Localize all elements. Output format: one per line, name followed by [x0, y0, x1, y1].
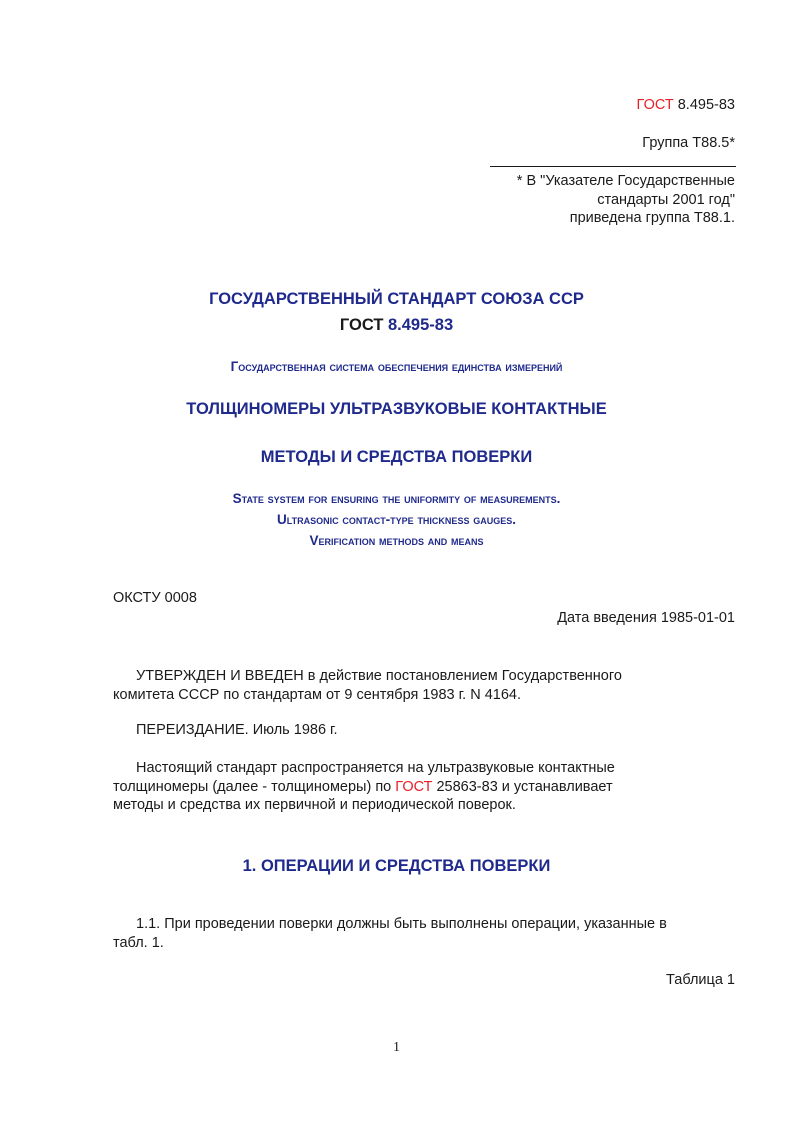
footnote-rule: [490, 166, 736, 167]
system-subtitle: Государственная система обеспечения единства измерений: [230, 359, 563, 374]
standard-number: [0, 316, 793, 335]
footnote-line: стандарты 2001 год": [597, 191, 735, 208]
subject-title: ТОЛЩИНОМЕРЫ УЛЬТРАЗВУКОВЫЕ КОНТАКТНЫЕ: [186, 400, 607, 418]
english-title-line: Ultrasonic contact-type thickness gauges.: [277, 512, 516, 527]
scope-line: методы и средства их первичной и периодической поверок.: [113, 797, 516, 813]
scope-line: [113, 778, 615, 797]
group-label: Группа Т88.5*: [642, 135, 735, 151]
english-title-line: State system for ensuring the uniformity of measurements.: [232, 491, 561, 506]
group-footnote: [517, 172, 735, 228]
scope-paragraph: [113, 759, 615, 815]
table-label: Таблица 1: [666, 972, 735, 988]
header-gost-ref: [637, 97, 735, 113]
scope-text: 25863-83 и устанавливает: [432, 778, 613, 795]
gost-link-inline[interactable]: ГОСТ: [395, 778, 433, 795]
effective-date: Дата введения 1985-01-01: [557, 610, 735, 626]
scope-line: Настоящий стандарт распространяется на ультразвуковые контактные: [136, 760, 615, 776]
approval-line: комитета СССР по стандартам от 9 сентября 1983 г. N 4164.: [113, 686, 521, 703]
english-title-line: Verification methods and means: [309, 533, 484, 548]
footnote-line: приведена группа Т88.1.: [569, 210, 735, 226]
footnote-line: * В "Указателе Государственные: [516, 173, 735, 189]
scope-text: толщиномеры (далее - толщиномеры) по: [113, 778, 396, 795]
gost-number-title: 8.495-83: [388, 316, 454, 334]
clause-line: табл. 1.: [113, 934, 164, 951]
gost-number: 8.495-83: [673, 97, 735, 113]
approval-line: УТВЕРЖДЕН И ВВЕДЕН в действие постановлением Государственного: [136, 668, 622, 684]
approval-paragraph: [113, 667, 622, 704]
page-number: 1: [393, 1040, 400, 1055]
oksty-code: ОКСТУ 0008: [113, 590, 197, 606]
clause-line: 1.1. При проведении поверки должны быть выполнены операции, указанные в: [136, 916, 667, 932]
reissue-note: ПЕРЕИЗДАНИЕ. Июль 1986 г.: [136, 722, 338, 738]
english-title: [0, 488, 793, 551]
clause-1-1: [113, 915, 667, 952]
gost-prefix: ГОСТ: [339, 316, 388, 334]
section-1-title: 1. ОПЕРАЦИИ И СРЕДСТВА ПОВЕРКИ: [242, 857, 551, 875]
gost-link[interactable]: ГОСТ: [636, 97, 674, 113]
methods-title: МЕТОДЫ И СРЕДСТВА ПОВЕРКИ: [260, 448, 533, 466]
state-standard-title: ГОСУДАРСТВЕННЫЙ СТАНДАРТ СОЮЗА ССР: [209, 290, 584, 308]
